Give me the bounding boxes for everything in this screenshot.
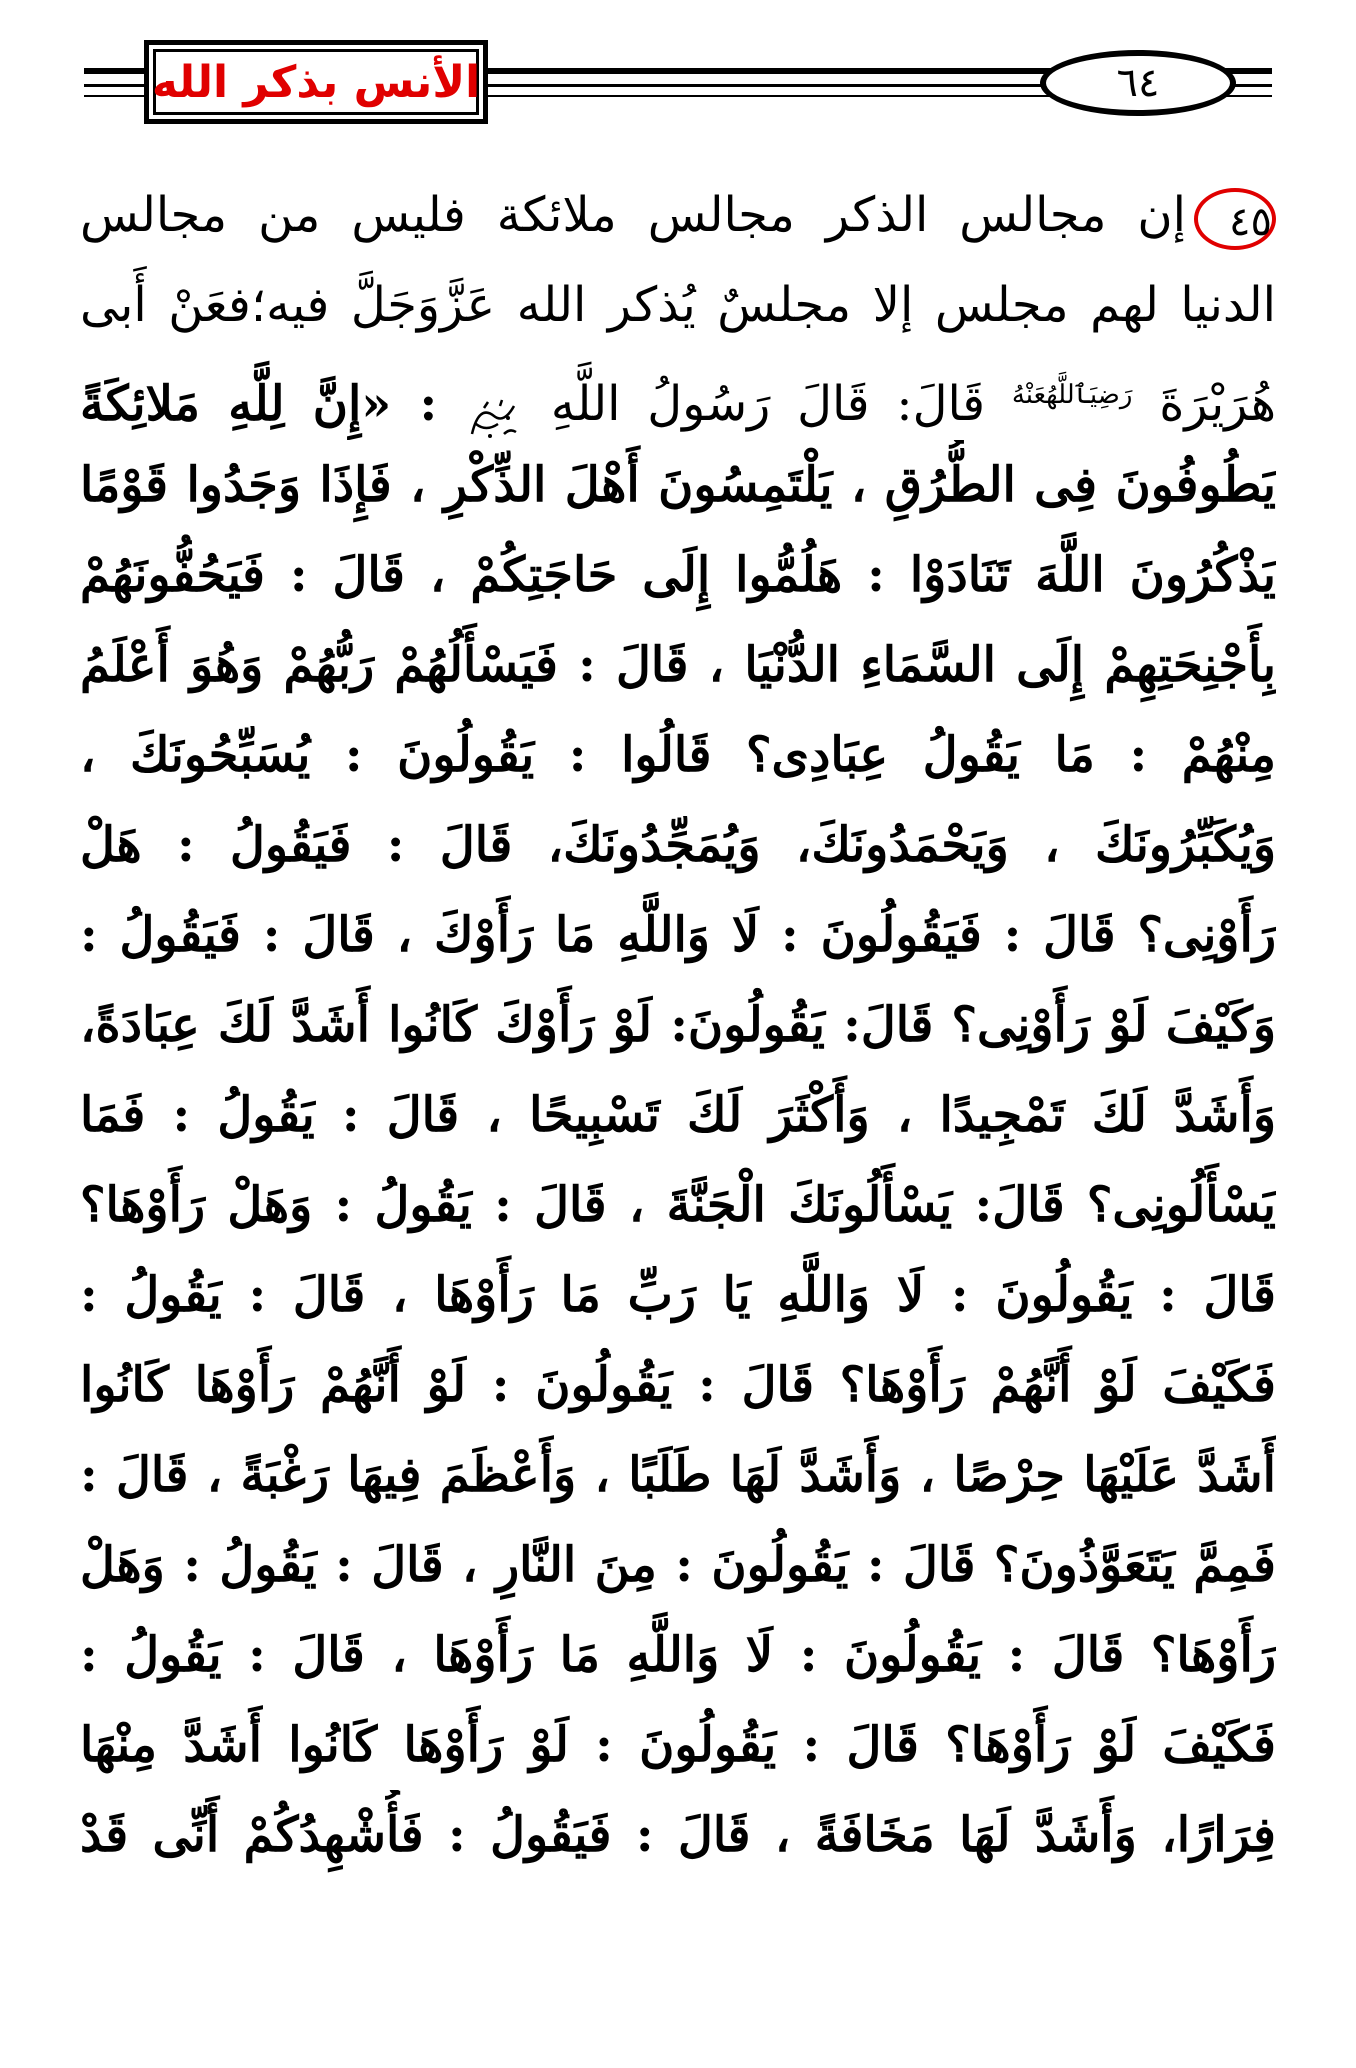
text-line: يَذْكُرُونَ اللَّهَ تَنَادَوْا : هَلُمُّوا إِلَى حَاجَتِكُمْ ، قَالَ : فَيَحُفُّونَهُمْ xyxy=(80,547,1276,603)
text-line: وَكَيْفَ لَوْ رَأَوْنِى؟ قَالَ: يَقُولُونَ: لَوْ رَأَوْكَ كَانُوا أَشَدَّ لَكَ عِبَادَةً، xyxy=(80,997,1276,1053)
line-text: إن مجالس الذكر مجالس ملائكة فليس من مجالس xyxy=(80,187,1186,243)
text-line xyxy=(80,350,1276,440)
page-number: ٦٤ xyxy=(1116,60,1160,106)
line-text: قَالَ: قَالَ رَسُولُ اللَّهِ xyxy=(550,376,986,432)
page-header xyxy=(0,0,1356,160)
text-line: قَالَ : يَقُولُونَ : لَا وَاللَّهِ يَا رَبِّ مَا رَأَوْهَا ، قَالَ : يَقُولُ : xyxy=(80,1267,1276,1323)
text-line: رَأَوْهَا؟ قَالَ : يَقُولُونَ : لَا وَاللَّهِ مَا رَأَوْهَا ، قَالَ : يَقُولُ : xyxy=(80,1627,1276,1683)
salawat-seal-icon xyxy=(464,383,524,433)
book-title: الأنس بذكر الله xyxy=(151,56,481,108)
text-line: فَمِمَّ يَتَعَوَّذُونَ؟ قَالَ : يَقُولُونَ : مِنَ النَّارِ ، قَالَ : يَقُولُ : وَهَلْ xyxy=(80,1537,1276,1593)
text-line: رَأَوْنِى؟ قَالَ : فَيَقُولُونَ : لَا وَاللَّهِ مَا رَأَوْكَ ، قَالَ : فَيَقُولُ : xyxy=(80,907,1276,963)
text-line: يَطُوفُونَ فِى الطُّرُقِ ، يَلْتَمِسُونَ أَهْلَ الذِّكْرِ ، فَإِذَا وَجَدُوا قَوْمًا xyxy=(80,457,1276,513)
text-line: أَشَدَّ عَلَيْهَا حِرْصًا ، وَأَشَدَّ لَهَا طَلَبًا ، وَأَعْظَمَ فِيهَا رَغْبَةً ، قَالَ : xyxy=(80,1447,1276,1503)
text-line xyxy=(80,170,1276,260)
text-line: فِرَارًا، وَأَشَدَّ لَهَا مَخَافَةً ، قَالَ : فَيَقُولُ : فَأُشْهِدُكُمْ أَنِّى قَدْ xyxy=(80,1807,1276,1863)
text-line: مِنْهُمْ : مَا يَقُولُ عِبَادِى؟ قَالُوا : يَقُولُونَ : يُسَبِّحُونَكَ ، xyxy=(80,727,1276,783)
book-title-box xyxy=(144,40,488,124)
text-line: يَسْأَلُونِى؟ قَالَ: يَسْأَلُونَكَ الْجَنَّةَ ، قَالَ : يَقُولُ : وَهَلْ رَأَوْهَا؟ xyxy=(80,1177,1276,1233)
narrator-name: هُرَيْرَةَ xyxy=(1159,376,1276,432)
text-line: فَكَيْفَ لَوْ رَأَوْهَا؟ قَالَ : يَقُولُونَ : لَوْ رَأَوْهَا كَانُوا أَشَدَّ مِنْهَا xyxy=(80,1717,1276,1773)
text-line: فَكَيْفَ لَوْ أَنَّهُمْ رَأَوْهَا؟ قَالَ : يَقُولُونَ : لَوْ أَنَّهُمْ رَأَوْهَا كَانُوا xyxy=(80,1357,1276,1413)
page-number-oval xyxy=(1040,50,1236,116)
text-line: الدنيا لهم مجلس إلا مجلسٌ يُذكر الله عَزَّوَجَلَّ فيه؛فعَنْ أَبى xyxy=(80,277,1276,333)
honorific-text: رَضِيَٱللَّهُعَنْهُ xyxy=(1011,380,1133,410)
text-line: بِأَجْنِحَتِهِمْ إِلَى السَّمَاءِ الدُّنْيَا ، قَالَ : فَيَسْأَلُهُمْ رَبُّهُمْ وَهُوَ أَعْلَمُ xyxy=(80,637,1276,693)
hadith-opening: : «إِنَّ لِلَّهِ مَلائِكَةً xyxy=(80,376,438,432)
text-line: وَيُكَبِّرُونَكَ ، وَيَحْمَدُونَكَ، وَيُمَجِّدُونَكَ، قَالَ : فَيَقُولُ : هَلْ xyxy=(80,817,1276,873)
text-line: وَأَشَدَّ لَكَ تَمْجِيدًا ، وَأَكْثَرَ لَكَ تَسْبِيحًا ، قَالَ : يَقُولُ : فَمَا xyxy=(80,1087,1276,1143)
hadith-number-badge: ٤٥ xyxy=(1194,188,1276,250)
page-body xyxy=(80,170,1276,1880)
